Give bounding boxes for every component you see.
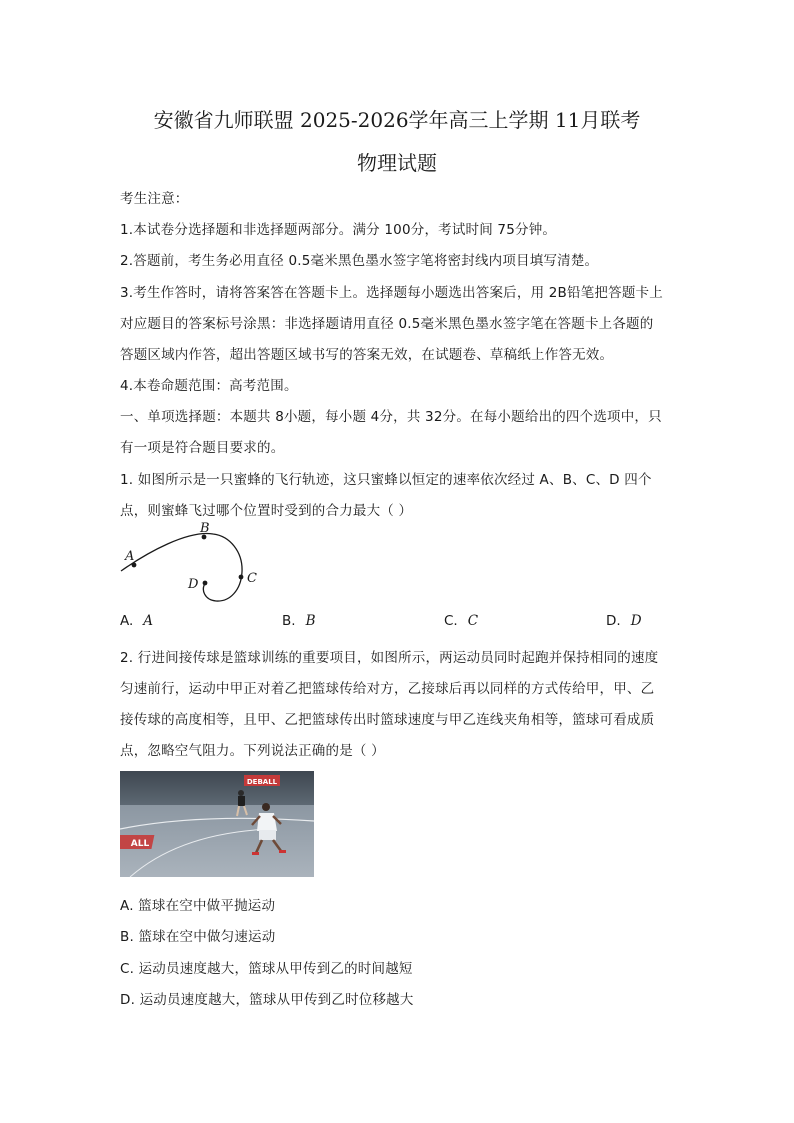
section-heading-cont: 有一项是符合题目要求的。 [120, 440, 285, 456]
question-2-option-d: D. 运动员速度越大，篮球从甲传到乙时位移越大 [120, 992, 414, 1008]
notice-item: 4.本卷命题范围：高考范围。 [120, 378, 298, 394]
notice-item: 3.考生作答时，请将答案答在答题卡上。选择题每小题选出答案后，用 2B铅笔把答题卡上 [120, 285, 663, 301]
point-a-label: A [125, 549, 135, 564]
question-1-stem-cont: 点，则蜜蜂飞过哪个位置时受到的合力最大（ ） [120, 503, 413, 519]
point-d-label: D [188, 577, 199, 592]
question-2-stem-cont: 点，忽略空气阻力。下列说法正确的是（ ） [120, 743, 385, 759]
question-1-option-b: B. B [282, 613, 316, 629]
exam-title: 安徽省九师联盟 2025-2026学年高三上学期 11月联考 [153, 108, 641, 132]
question-2-stem-cont: 接传球的高度相等，且甲、乙把篮球传出时篮球速度与甲乙连线夹角相等，篮球可看成质 [120, 712, 655, 728]
question-1-option-d: D. D [606, 613, 642, 629]
question-2-option-c: C. 运动员速度越大，篮球从甲传到乙的时间越短 [120, 961, 413, 977]
question-1-option-a: A. A [120, 613, 154, 629]
floor-logo-text: ALL [130, 839, 150, 849]
notice-heading: 考生注意： [120, 191, 189, 207]
section-heading: 一、单项选择题：本题共 8小题，每小题 4分，共 32分。在每小题给出的四个选项中，只 [120, 409, 662, 425]
question-2-option-a: A. 篮球在空中做平抛运动 [120, 898, 276, 914]
question-1-stem: 1. 如图所示是一只蜜蜂的飞行轨迹，这只蜜蜂以恒定的速率依次经过 A、B、C、D 四个 [120, 472, 652, 488]
basketball-training-photo [120, 771, 314, 877]
notice-item: 2.答题前，考生务必用直径 0.5毫米黑色墨水签字笔将密封线内项目填写清楚。 [120, 253, 599, 269]
question-2-stem: 2. 行进间接传球是篮球训练的重要项目，如图所示，两运动员同时起跑并保持相同的速度 [120, 650, 659, 666]
banner-text: DEBALL [246, 778, 278, 786]
notice-item: 1.本试卷分选择题和非选择题两部分。满分 100分，考试时间 75分钟。 [120, 222, 557, 238]
notice-item: 对应题目的答案标号涂黑：非选择题请用直径 0.5毫米黑色墨水签字笔在答题卡上各题的 [120, 316, 654, 332]
bee-trajectory-figure [118, 522, 268, 606]
question-2-stem-cont: 匀速前行，运动中甲正对着乙把篮球传给对方，乙接球后再以同样的方式传给甲，甲、乙 [120, 681, 655, 697]
exam-subject: 物理试题 [357, 151, 437, 175]
point-b-label: B [200, 522, 210, 536]
point-c-label: C [247, 571, 257, 586]
notice-item: 答题区域内作答，超出答题区域书写的答案无效，在试题卷、草稿纸上作答无效。 [120, 347, 614, 363]
question-2-option-b: B. 篮球在空中做匀速运动 [120, 929, 276, 945]
question-1-option-c: C. C [444, 613, 479, 629]
